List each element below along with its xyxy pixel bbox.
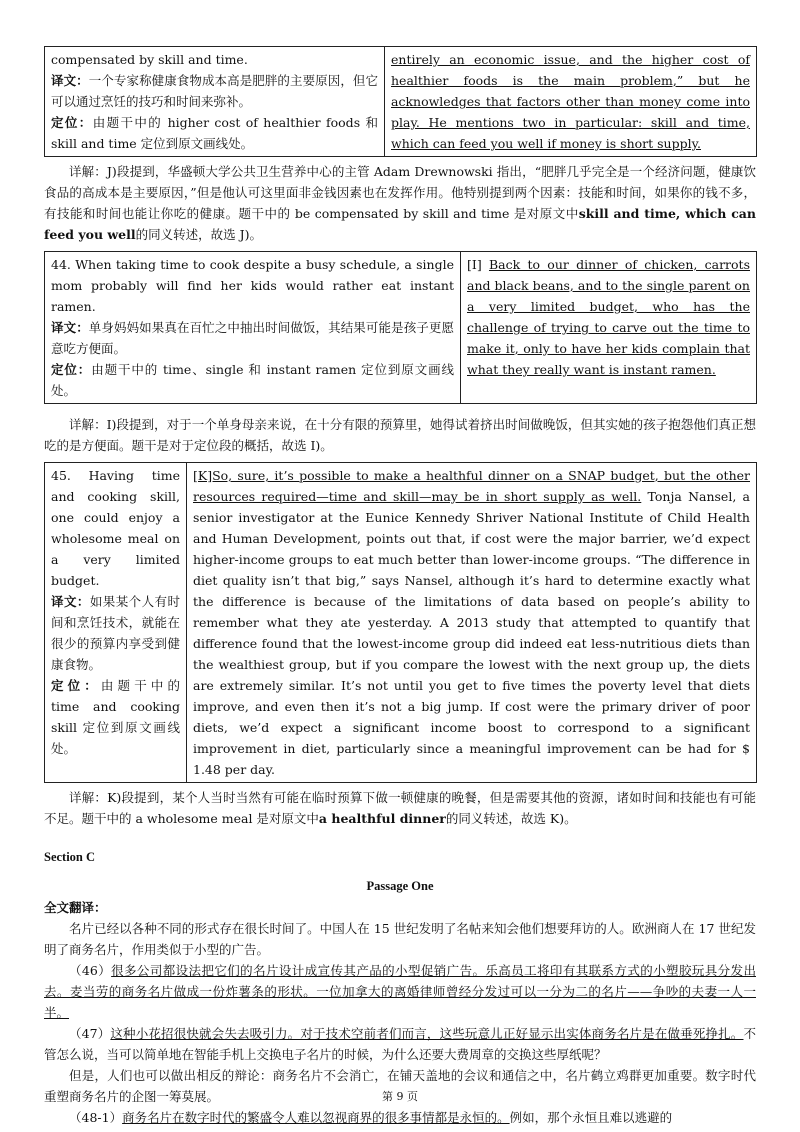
detail-45-end: 的同义转述，故选 K)。 xyxy=(445,811,577,826)
translation-label: 译文： xyxy=(51,320,89,335)
question-45-source-underlined: [K]So, sure, it’s possible to make a healthful dinner on a SNAP budget, but the other resources required—time and skill—may be in short supply as well. xyxy=(193,468,750,504)
detail-45-text: 详解：K)段提到，某个人当时当然有可能在临时预算下做一顿健康的晚餐，但是需要其他的资源，诸如时间和技能也有可能不足。题干中的 a wholesome meal 是对原文中 xyxy=(44,790,756,826)
paragraph-47-underlined: 这种小花招很快就会失去吸引力。对于技术空前者们而言，这些玩意儿正好显示出实体商务名片是在做垂死挣扎。 xyxy=(110,1026,744,1041)
question-44-source-text: Back to our dinner of chicken, carrots and black beans, and to the single parent on a very limited budget, who has the challenge of trying to carve out the time to make it, only to have her kids complain that what they really want is instant ramen. xyxy=(467,257,750,377)
location-label: 定位： xyxy=(51,115,93,130)
paragraph-1: 名片已经以各种不同的形式存在很长时间了。中国人在 15 世纪发明了名帖来知会他们想要拜访的人。欧洲商人在 17 世纪发明了商务名片，作用类似于小型的广告。 xyxy=(44,921,756,957)
detail-45-bold: a healthful dinner xyxy=(318,811,446,826)
marker-46: （46） xyxy=(69,963,112,978)
question-45-translation: 如果某个人有时间和烹饪技术，就能在很少的预算内享受到健康食物。 xyxy=(51,594,180,672)
detail-45 xyxy=(44,787,756,829)
paragraph-46 xyxy=(44,960,756,1023)
question-45-cell xyxy=(45,463,187,783)
question-45-source-rest: Tonja Nansel, a senior investigator at the Eunice Kennedy Shriver National Institute of Child Health and Human Development, points out that, if cost were the major barrier, we’d expect higher-income groups to eat much better than lower-income groups. “The difference in diet quality isn’t that big,” says Nansel, although it’s hard to determine exactly what the difference is because of the limitations of data based on people’s ability to remember what they ate yesterday. A 2013 study that attempted to quantify that difference found that the lowest-income group did indeed eat less-nutritious diets than the wealthiest group, but if you compare the lowest with the next group up, the diets are extremely similar. It’s not until you get to five times the poverty level that diets improve, and even then it’s not a big jump. If cost were the primary driver of poor diets, we’d expect a significant income boost to correspond to a significant improvement in diet, particularly since a meaningful improvement can be had for $ 1.48 per day. xyxy=(193,489,750,777)
detail-44: 详解：I)段提到，对于一个单身母亲来说，在十分有限的预算里，她得试着挤出时间做晚饭，但其实她的孩子抱怨他们真正想吃的是方便面。题干是对于定位段的概括，故选 I)。 xyxy=(44,417,756,453)
question-45-stem: 45. Having time and cooking skill, one could enjoy a wholesome meal on a very limited budget. xyxy=(51,468,180,588)
detail-43-bold: skill and time, which can feed you well xyxy=(44,206,756,242)
translation-label: 译文： xyxy=(51,594,90,609)
question-43-translation: 一个专家称健康食物成本高是肥胖的主要原因，但它可以通过烹饪的技巧和时间来弥补。 xyxy=(51,73,378,109)
question-43-cell xyxy=(45,47,385,157)
question-44-location: 由题干中的 time、single 和 instant ramen 定位到原文画线处。 xyxy=(51,362,454,398)
question-43-stem: compensated by skill and time. xyxy=(51,52,248,67)
passage-title: Passage One xyxy=(366,879,434,893)
paragraph-48-1-underlined: 商务名片在数字时代的繁盛令人难以忽视商界的很多事情都是永恒的。 xyxy=(122,1110,510,1125)
section-heading: Section C xyxy=(44,850,96,864)
paragraph-48-1-rest: 例如，那个永恒且难以逃避的 xyxy=(509,1110,673,1125)
translation-label: 译文： xyxy=(51,73,89,88)
paragraph-tag: [I] xyxy=(467,257,482,272)
page-number: 第 9 页 xyxy=(382,1090,418,1103)
marker-48-1: （48-1） xyxy=(69,1110,123,1125)
question-45-table xyxy=(44,462,757,783)
question-44-source-cell xyxy=(461,252,757,404)
paragraph-47-rest: 不管怎么说，当可以简单地在智能手机上交换电子名片的时候，为什么还要大费周章的交换这些厚纸呢？ xyxy=(44,1026,756,1062)
paragraph-but: 但是，人们也可以做出相反的辩论：商务名片不会消亡，在铺天盖地的会议和通信之中，名片鹤立鸡群更加重要。数字时代重塑商务名片的企图一筹莫展。 xyxy=(44,1068,756,1104)
detail-43-end: 的同义转述，故选 J)。 xyxy=(135,227,263,242)
paragraph-47 xyxy=(44,1023,756,1065)
question-44-stem: 44. When taking time to cook despite a busy schedule, a single mom probably will find her kids would rather eat instant ramen. xyxy=(51,257,454,314)
question-44-translation: 单身妈妈如果真在百忙之中抽出时间做饭，其结果可能是孩子更愿意吃方便面。 xyxy=(51,320,454,356)
marker-47: （47） xyxy=(69,1026,111,1041)
location-label: 定位： xyxy=(51,362,92,377)
question-45-source-cell xyxy=(187,463,757,783)
question-43-source-cell xyxy=(385,47,757,157)
paragraph-46-underlined: 很多公司都设法把它们的名片设计成宣传其产品的小型促销广告。乐高员工将印有其联系方式的小塑胶玩具分发出去。麦当劳的商务名片做成一份炸薯条的形状。一位加拿大的离婚律师曾经分发过可以一分为二的名片——争吵的夫妻一人一半。 xyxy=(44,963,756,1020)
question-44-cell xyxy=(45,252,461,404)
page-content xyxy=(44,46,756,1128)
location-label: 定位： xyxy=(51,678,101,693)
question-45-location: 由题干中的 time and cooking skill 定位到原文画线处。 xyxy=(51,678,180,756)
detail-43-text: 详解：J)段提到，华盛顿大学公共卫生营养中心的主管 Adam Drewnowski 指出，“肥胖几乎完全是一个经济问题，健康饮食品的高成本是主要原因，”但是他认可这里面非金钱因素也在发挥作用。他特别提到两个因素：技能和时间，如果你的钱不多，有技能和时间也能让你吃的健康。题干中的 be compensated by skill and time 是对原文中 xyxy=(44,164,756,221)
paragraph-48-1 xyxy=(44,1107,756,1128)
question-43-table xyxy=(44,46,757,157)
detail-43 xyxy=(44,161,756,245)
translation-heading: 全文翻译： xyxy=(44,900,107,915)
question-43-location: 由题干中的 higher cost of healthier foods 和 skill and time 定位到原文画线处。 xyxy=(51,115,378,151)
question-44-table xyxy=(44,251,757,404)
question-43-source-text: entirely an economic issue, and the higher cost of healthier foods is the main problem,” but he acknowledges that factors other than money come into play. He mentions two in particular: skill and time, which can feed you well if money is short supply. xyxy=(391,52,750,151)
